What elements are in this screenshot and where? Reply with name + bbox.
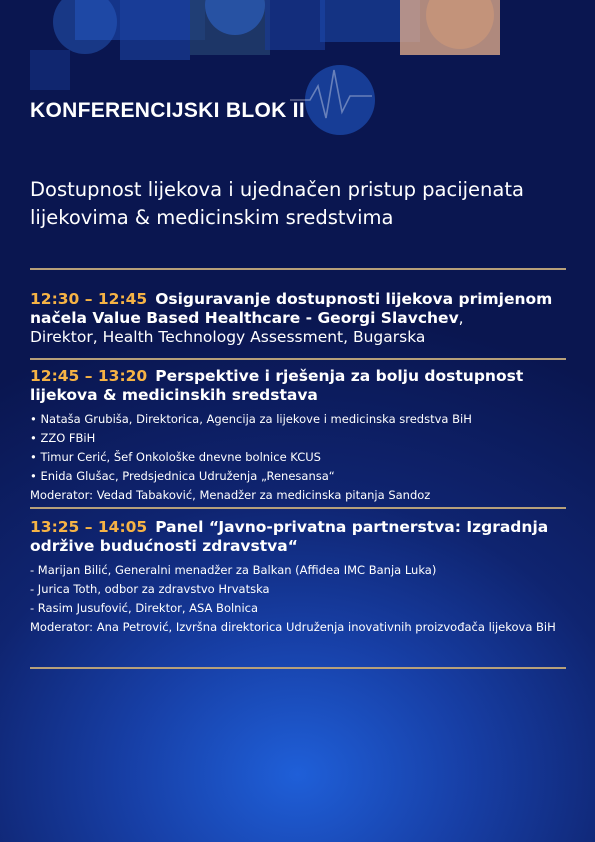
- list-item: • Nataša Grubiša, Direktorica, Agencija za lijekove i medicinska sredstva BiH: [30, 412, 472, 426]
- session-1-title: Osiguravanje dostupnosti lijekova primjenom načela Value Based Healthcare - Georgi Slavchev: [30, 290, 553, 327]
- divider-2: [30, 507, 566, 509]
- list-item: • Timur Cerić, Šef Onkološke dnevne bolnice KCUS: [30, 450, 321, 464]
- session-1-heading: [30, 290, 566, 328]
- session-1: [30, 290, 566, 347]
- block-title: KONFERENCIJSKI BLOK II: [30, 99, 305, 122]
- session-3: [30, 518, 566, 637]
- session-1-title-tail: ,: [458, 309, 464, 327]
- session-3-moderator: Moderator: Ana Petrović, Izvršna direktorica Udruženja inovativnih proizvođača lijekova BiH: [30, 620, 556, 634]
- session-2-heading: [30, 367, 566, 405]
- session-2-title: Perspektive i rješenja za bolju dostupnost lijekova & medicinskih sredstava: [30, 367, 524, 404]
- session-3-time: 13:25 – 14:05: [30, 518, 148, 536]
- session-2-moderator: Moderator: Vedad Tabaković, Menadžer za medicinska pitanja Sandoz: [30, 488, 431, 502]
- session-2-participants: [30, 410, 566, 486]
- divider-bottom: [30, 667, 566, 669]
- list-item: • ZZO FBiH: [30, 431, 96, 445]
- list-item: - Marijan Bilić, Generalni menadžer za Balkan (Affidea IMC Banja Luka): [30, 563, 437, 577]
- list-item: • Enida Glušac, Predsjednica Udruženja „Renesansa“: [30, 469, 335, 483]
- session-2-time: 12:45 – 13:20: [30, 367, 148, 385]
- session-1-description: Direktor, Health Technology Assessment, Bugarska: [30, 328, 426, 346]
- session-3-participants: [30, 561, 566, 618]
- session-3-title: Panel “Javno-privatna partnerstva: Izgradnja održive budućnosti zdravstva“: [30, 518, 549, 555]
- header-decoration: [0, 0, 595, 150]
- block-subtitle: Dostupnost lijekova i ujednačen pristup pacijenata lijekovima & medicinskim sredstvima: [30, 178, 524, 229]
- session-1-time: 12:30 – 12:45: [30, 290, 148, 308]
- divider-1: [30, 358, 566, 360]
- session-3-heading: [30, 518, 566, 556]
- divider-top: [30, 268, 566, 270]
- list-item: - Jurica Toth, odbor za zdravstvo Hrvatska: [30, 582, 270, 596]
- session-2: [30, 367, 566, 505]
- list-item: - Rasim Jusufović, Direktor, ASA Bolnica: [30, 601, 259, 615]
